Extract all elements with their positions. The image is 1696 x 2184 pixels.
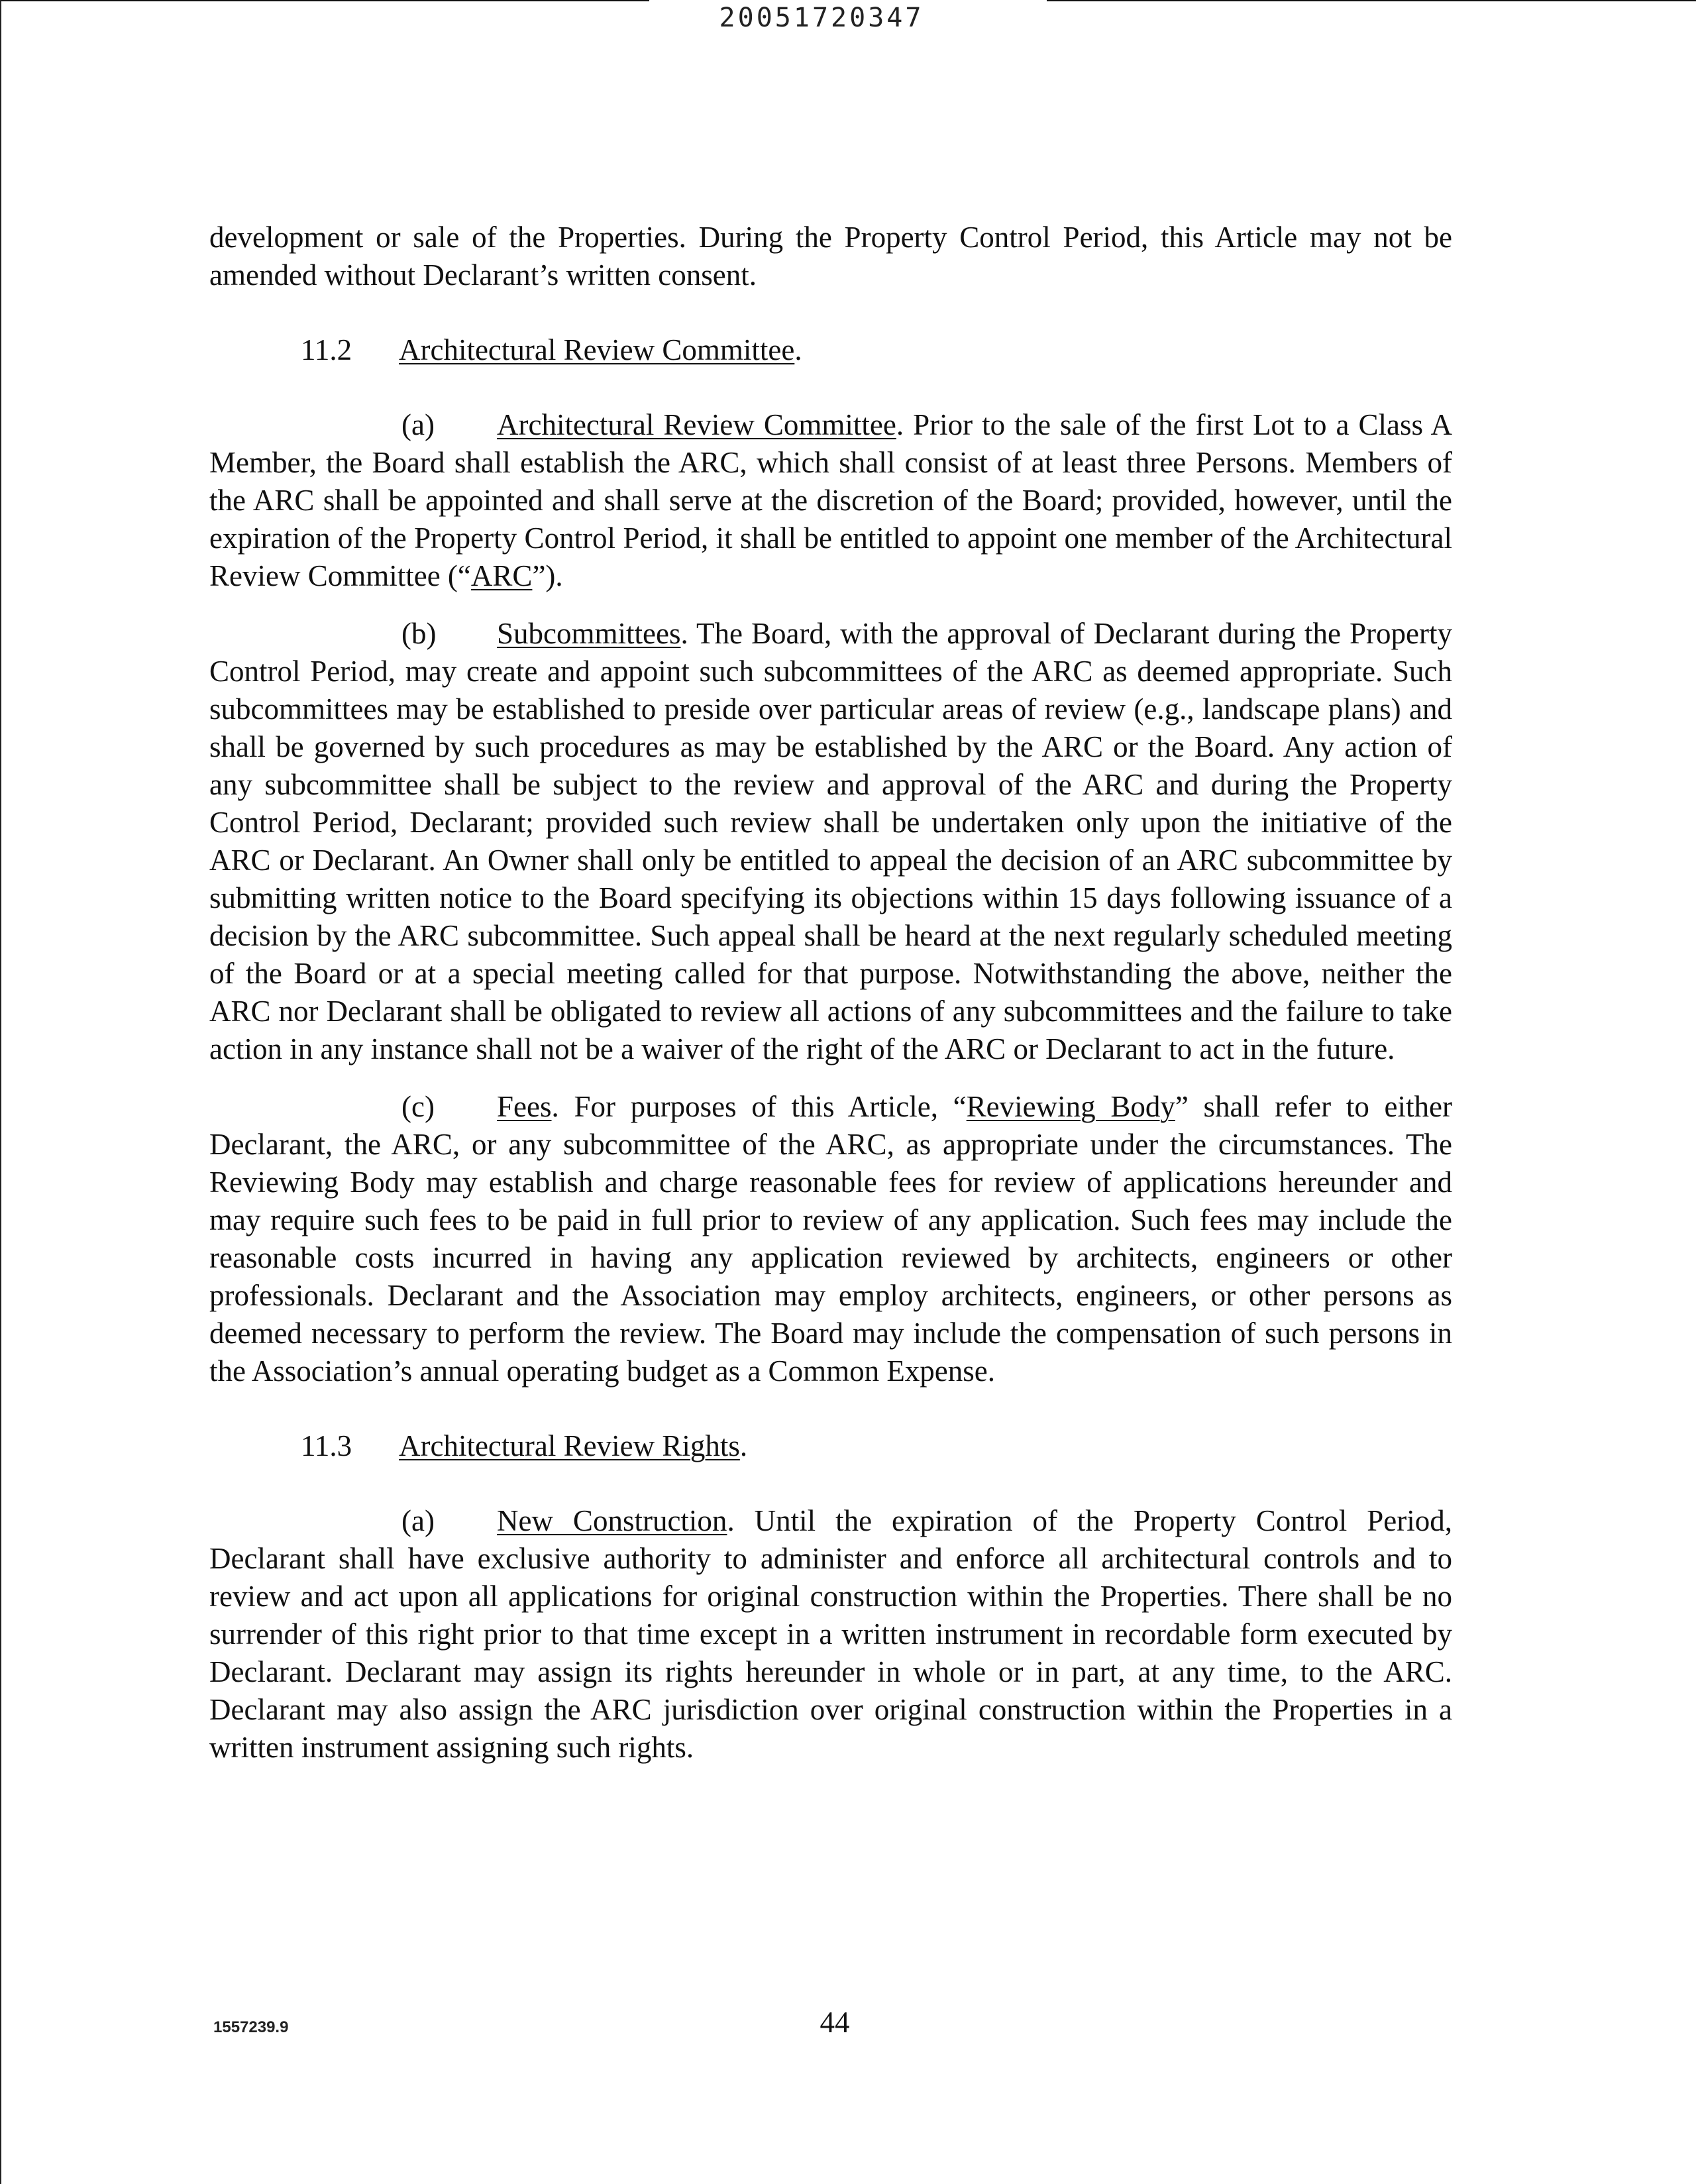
paragraph-text-start: For purposes of this Article, “ [558, 1090, 967, 1123]
document-number: 20051720347 [719, 3, 924, 33]
section-11-3-heading: 11.3 Architectural Review Rights. [209, 1427, 1452, 1465]
paragraph-text: Until the expiration of the Property Control Period, Declarant shall have exclusive authority to administer and enforce all architectural controls and to review and act upon all applications for original construction within the Properties. There shall be no surrender of this right prior to that time except in a written instrument in recordable form executed by Declarant. Declarant may assign its rights hereunder in whole or in part, at any time, to the ARC. Declarant may also assign the ARC jurisdiction over original construction within the Properties in a written instrument assigning such rights. [209, 1504, 1452, 1764]
section-number: 11.3 [301, 1429, 352, 1462]
paragraph-title: Subcommittees [497, 617, 681, 650]
defined-term: ARC [470, 559, 533, 592]
paragraph-text: ” shall refer to either Declarant, the ARC, or any subcommittee of the ARC, as appropriate under the circumstances. The Reviewing Body may establish and charge reasonable fees for review of applications hereunder and may require such fees to be paid in full prior to review of any application. Such fees may include the reasonable costs incurred in having any application reviewed by architects, engineers or other professionals. Declarant and the Association may employ architects, engineers, or other persons as deemed necessary to perform the review. The Board may include the compensation of such persons in the Association’s annual operating budget as a Common Expense. [209, 1090, 1452, 1388]
paragraph-title: Fees [497, 1090, 552, 1123]
paragraph-title: Architectural Review Committee [497, 408, 896, 441]
section-title: Architectural Review Rights [399, 1429, 740, 1462]
paragraph-11-3-a: (a) New Construction. Until the expiration of the Property Control Period, Declarant shall have exclusive authority to administer and enforce all architectural controls and to review and act upon all applications for original construction within the Properties. There shall be no surrender of this right prior to that time except in a written instrument in recordable form executed by Declarant. Declarant may assign its rights hereunder in whole or in part, at any time, to the ARC. Declarant may also assign the ARC jurisdiction over original construction within the Properties in a written instrument assigning such rights. [209, 1502, 1452, 1767]
footer-document-ref: 1557239.9 [213, 2018, 289, 2036]
document-body [209, 219, 1452, 1767]
paragraph-title: New Construction [497, 1504, 727, 1537]
paragraph-text-end: ”). [532, 559, 563, 592]
scan-edge-left [0, 0, 1, 2184]
intro-paragraph: development or sale of the Properties. During the Property Control Period, this Article may not be amended without Declarant’s written consent. [209, 221, 1452, 292]
section-number: 11.2 [301, 333, 352, 366]
paragraph-text: The Board, with the approval of Declarant during the Property Control Period, may create and appoint such subcommittees of the ARC as deemed appropriate. Such subcommittees may be established to preside over particular areas of review (e.g., landscape plans) and shall be governed by such procedures as may be established by the ARC or the Board. Any action of any subcommittee shall be subject to the review and approval of the ARC and during the Property Control Period, Declarant; provided such review shall be undertaken only upon the initiative of the ARC or Declarant. An Owner shall only be entitled to appeal the decision of an ARC subcommittee by submitting written notice to the Board specifying its objections within 15 days following issuance of a decision by the ARC subcommittee. Such appeal shall be heard at the next regularly scheduled meeting of the Board or at a special meeting called for that purpose. Notwithstanding the above, neither the ARC nor Declarant shall be obligated to review all actions of any subcommittees and the failure to take action in any instance shall not be a waiver of the right of the ARC or Declarant to act in the future. [209, 617, 1452, 1065]
paragraph-11-2-c: (c) Fees. For purposes of this Article, “Reviewing Body” shall refer to either Declarant, the ARC, or any subcommittee of the ARC, as appropriate under the circumstances. The Reviewing Body may establish and charge reasonable fees for review of applications hereunder and may require such fees to be paid in full prior to review of any application. Such fees may include the reasonable costs incurred in having any application reviewed by architects, engineers or other professionals. Declarant and the Association may employ architects, engineers, or other persons as deemed necessary to perform the review. The Board may include the compensation of such persons in the Association’s annual operating budget as a Common Expense. [209, 1088, 1452, 1390]
section-11-2-heading: 11.2 Architectural Review Committee. [209, 331, 1452, 369]
paragraph-label: (b) [401, 617, 437, 650]
paragraph-11-2-b: (b) Subcommittees. The Board, with the approval of Declarant during the Property Control Period, may create and appoint such subcommittees of the ARC as deemed appropriate. Such subcommittees may be established to preside over particular areas of review (e.g., landscape plans) and shall be governed by such procedures as may be established by the ARC or the Board. Any action of any subcommittee shall be subject to the review and approval of the ARC and during the Property Control Period, Declarant; provided such review shall be undertaken only upon the initiative of the ARC or Declarant. An Owner shall only be entitled to appeal the decision of an ARC subcommittee by submitting written notice to the Board specifying its objections within 15 days following issuance of a decision by the ARC subcommittee. Such appeal shall be heard at the next regularly scheduled meeting of the Board or at a special meeting called for that purpose. Notwithstanding the above, neither the ARC nor Declarant shall be obligated to review all actions of any subcommittees and the failure to take action in any instance shall not be a waiver of the right of the ARC or Declarant to act in the future. [209, 615, 1452, 1068]
scan-edge-top-right [1047, 0, 1696, 1]
defined-term: Reviewing Body [966, 1090, 1175, 1123]
paragraph-text: Prior to the sale of the first Lot to a Class A Member, the Board shall establish the ARC, which shall consist of at least three Persons. Members of the ARC shall be appointed and shall serve at the discretion of the Board; provided, however, until the expiration of the Property Control Period, it shall be entitled to appoint one member of the Architectural Review Committee (“ [209, 408, 1452, 592]
paragraph-label: (c) [401, 1090, 435, 1123]
page-number: 44 [820, 2006, 850, 2039]
paragraph-label: (a) [401, 408, 435, 441]
section-title: Architectural Review Committee [399, 333, 795, 366]
paragraph-label: (a) [401, 1504, 435, 1537]
scan-edge-top-left [0, 0, 649, 1]
paragraph-11-2-a: (a) Architectural Review Committee. Prior to the sale of the first Lot to a Class A Member, the Board shall establish the ARC, which shall consist of at least three Persons. Members of the ARC shall be appointed and shall serve at the discretion of the Board; provided, however, until the expiration of the Property Control Period, it shall be entitled to appoint one member of the Architectural Review Committee (“ARC”). [209, 406, 1452, 595]
